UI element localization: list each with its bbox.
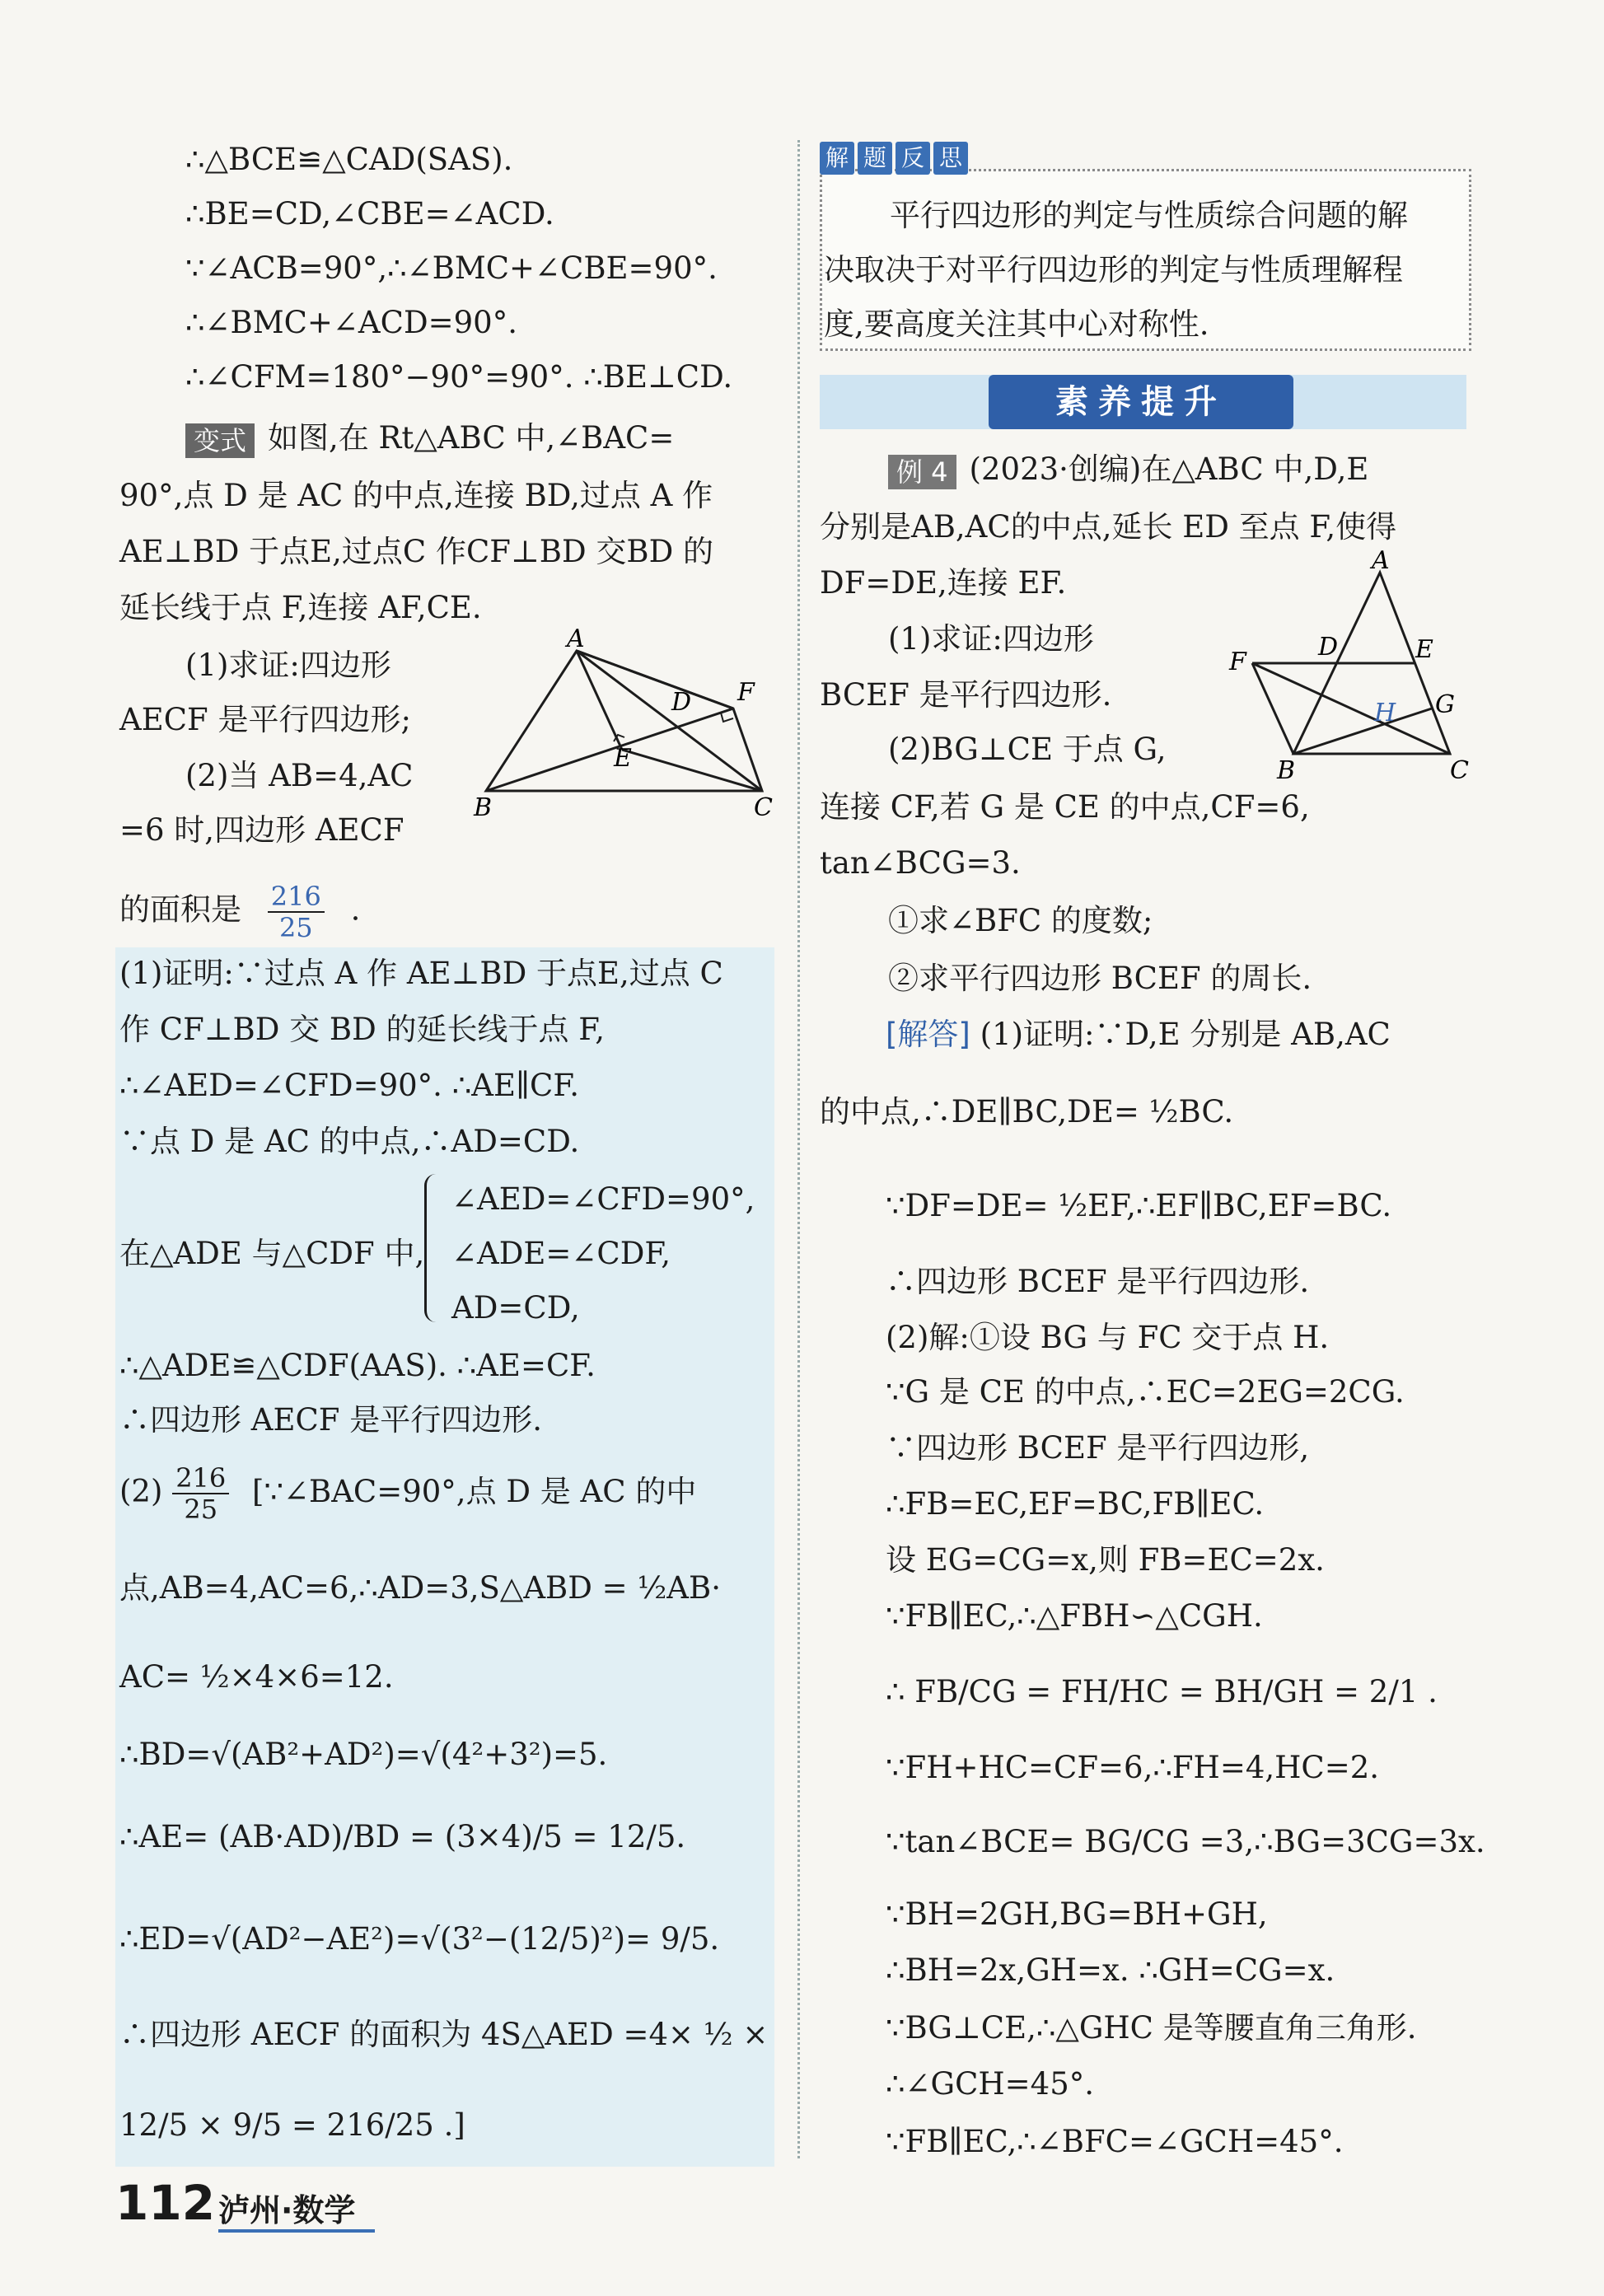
reflect-tag-3: 反 — [896, 142, 930, 175]
area-suffix: . — [350, 891, 361, 928]
left-solution2-line-1: ∴△ADE≌△CDF(AAS). ∴AE=CF. — [119, 1348, 596, 1383]
left-q1-line-2: AECF 是平行四边形; — [119, 702, 411, 737]
area-answer — [119, 881, 360, 942]
page-number: 112 — [115, 2175, 216, 2231]
area-fraction — [268, 881, 325, 942]
rfig-label-f: F — [1229, 648, 1246, 676]
rfig-label-c: C — [1450, 756, 1469, 779]
variant-line-2: 90°,点 D 是 AC 的中点,连接 BD,过点 A 作 — [119, 478, 713, 513]
answer-line-18: ∵FB∥EC,∴∠BFC=∠GCH=45°. — [886, 2124, 1344, 2159]
proof-line-4: ∴∠BMC+∠ACD=90°. — [185, 305, 517, 340]
reflect-line-1: 平行四边形的判定与性质综合问题的解 — [890, 198, 1408, 233]
left-solution-line-2: 作 CF⊥BD 交 BD 的延长线于点 F, — [119, 1012, 605, 1047]
answer-line-10: ∵FB∥EC,∴△FBH∽△CGH. — [886, 1598, 1263, 1634]
part2-head: (2) — [119, 1473, 163, 1509]
section-banner: 素养提升 — [989, 375, 1293, 429]
answer-line-2: 的中点,∴DE∥BC,DE= ½BC. — [820, 1094, 1234, 1129]
answer-text-1: (1)证明:∵D,E 分别是 AB,AC — [980, 1017, 1391, 1052]
left-q2-line-1: (2)当 AB=4,AC — [185, 758, 414, 793]
page-subtitle-underline — [218, 2229, 375, 2233]
part2-line — [119, 1463, 696, 1524]
left-figure — [470, 626, 783, 824]
answer-tag: [解答] — [886, 1017, 970, 1052]
area-denominator: 25 — [278, 912, 313, 943]
part2-text: [∵∠BAC=90°,点 D 是 AC 的中 — [252, 1473, 697, 1509]
right-q2-line-3: tan∠BCG=3. — [820, 845, 1021, 881]
fig-label-d: D — [671, 688, 692, 717]
proof-line-3: ∵∠ACB=90°,∴∠BMC+∠CBE=90°. — [185, 250, 718, 286]
column-divider — [797, 140, 800, 2158]
proof-line-5: ∴∠CFM=180°−90°=90°. ∴BE⊥CD. — [185, 359, 733, 395]
answer-line-3: ∵DF=DE= ½EF,∴EF∥BC,EF=BC. — [886, 1188, 1392, 1223]
calc-line-3: ∴BD=√(AB²+AD²)=√(4²+3²)=5. — [119, 1737, 608, 1772]
fig-label-b: B — [474, 793, 493, 822]
proof-line-2: ∴BE=CD,∠CBE=∠ACD. — [185, 196, 554, 231]
reflect-tag-1: 解 — [820, 142, 854, 175]
calc-line-7: 12/5 × 9/5 = 216/25 .] — [119, 2107, 465, 2143]
part2-fraction — [172, 1463, 229, 1524]
answer-line-12: ∵FH+HC=CF=6,∴FH=4,HC=2. — [886, 1750, 1380, 1785]
example-tag: 例 4 — [888, 455, 956, 489]
right-q1-line-1: (1)求证:四边形 — [888, 621, 1094, 657]
area-numerator: 216 — [268, 881, 325, 913]
answer-line-15: ∴BH=2x,GH=x. ∴GH=CG=x. — [886, 1952, 1335, 1988]
left-solution-line-1: (1)证明:∵过点 A 作 AE⊥BD 于点E,过点 C — [119, 956, 723, 991]
right-q2-line-2: 连接 CF,若 G 是 CE 的中点,CF=6, — [820, 789, 1310, 825]
rfig-label-b: B — [1277, 756, 1296, 779]
fig-label-a: A — [567, 626, 585, 653]
answer-line-7: ∵四边形 BCEF 是平行四边形, — [886, 1430, 1310, 1466]
area-prefix: 的面积是 — [119, 891, 241, 928]
calc-line-4: ∴AE= (AB·AD)/BD = (3×4)/5 = 12/5. — [119, 1819, 686, 1854]
example-line-3: DF=DE,连接 EF. — [820, 565, 1067, 601]
fig-label-e: E — [614, 744, 632, 773]
right-q1-line-2: BCEF 是平行四边形. — [820, 677, 1112, 713]
example-line-2: 分别是AB,AC的中点,延长 ED 至点 F,使得 — [820, 509, 1397, 545]
system-prefix: 在△ADE 与△CDF 中, — [119, 1236, 425, 1271]
left-q2-line-2: =6 时,四边形 AECF — [119, 812, 405, 848]
example-line-1 — [888, 450, 1368, 489]
right-q2-line-1: (2)BG⊥CE 于点 G, — [888, 732, 1167, 767]
answer-line-17: ∴∠GCH=45°. — [886, 2066, 1095, 2102]
rfig-label-a: A — [1372, 548, 1390, 575]
answer-line-13: ∵tan∠BCE= BG/CG =3,∴BG=3CG=3x. — [886, 1824, 1485, 1859]
calc-line-5: ∴ED=√(AD²−AE²)=√(3²−(12/5)²)= 9/5. — [119, 1921, 720, 1957]
answer-line-14: ∵BH=2GH,BG=BH+GH, — [886, 1896, 1268, 1932]
variant-line-4: 延长线于点 F,连接 AF,CE. — [119, 590, 482, 625]
variant-line-3: AE⊥BD 于点E,过点C 作CF⊥BD 交BD 的 — [119, 534, 713, 569]
system-line-2: ∠ADE=∠CDF, — [451, 1236, 671, 1271]
calc-line-6: ∴四边形 AECF 的面积为 4S△AED =4× ½ × — [119, 2017, 769, 2052]
rfig-label-h: H — [1374, 699, 1396, 727]
fig-label-c: C — [754, 793, 773, 822]
rfig-label-d: D — [1318, 633, 1339, 662]
system-brace — [424, 1174, 443, 1322]
left-q1-line-1: (1)求证:四边形 — [185, 648, 391, 683]
answer-line-8: ∴FB=EC,EF=BC,FB∥EC. — [886, 1486, 1265, 1522]
answer-line-6: ∵G 是 CE 的中点,∴EC=2EG=2CG. — [886, 1374, 1405, 1410]
answer-line-16: ∵BG⊥CE,∴△GHC 是等腰直角三角形. — [886, 2010, 1417, 2046]
page-subtitle: 泸州·数学 — [218, 2192, 356, 2228]
rfig-label-e: E — [1415, 635, 1433, 664]
answer-line-11: ∴ FB/CG = FH/HC = BH/GH = 2/1 . — [886, 1674, 1438, 1709]
reflect-line-2: 决取决于对平行四边形的判定与性质理解程 — [824, 252, 1403, 288]
variant-tag: 变式 — [185, 423, 255, 458]
left-solution-line-3: ∴∠AED=∠CFD=90°. ∴AE∥CF. — [119, 1068, 580, 1103]
proof-line-1: ∴△BCE≌△CAD(SAS). — [185, 142, 513, 177]
reflect-line-3: 度,要高度关注其中心对称性. — [824, 306, 1209, 342]
part2-den: 25 — [184, 1494, 218, 1525]
fig-label-f: F — [737, 678, 755, 707]
left-solution2-line-2: ∴四边形 AECF 是平行四边形. — [119, 1402, 542, 1438]
answer-line-5: (2)解:①设 BG 与 FC 交于点 H. — [886, 1320, 1330, 1355]
reflect-tag-4: 思 — [933, 142, 968, 175]
system-line-3: AD=CD, — [451, 1290, 580, 1326]
answer-line-4: ∴四边形 BCEF 是平行四边形. — [886, 1264, 1310, 1299]
system-line-1: ∠AED=∠CFD=90°, — [451, 1181, 755, 1217]
answer-line-1 — [886, 1015, 1391, 1054]
left-solution-line-4: ∵点 D 是 AC 的中点,∴AD=CD. — [119, 1124, 580, 1159]
answer-line-9: 设 EG=CG=x,则 FB=EC=2x. — [886, 1542, 1325, 1578]
reflection-tag — [820, 142, 968, 175]
calc-line-1: 点,AB=4,AC=6,∴AD=3,S△ABD = ½AB· — [119, 1570, 721, 1606]
variant-line-1 — [185, 419, 674, 458]
calc-line-2: AC= ½×4×6=12. — [119, 1659, 394, 1695]
right-q2-line-4: ①求∠BFC 的度数; — [888, 903, 1153, 938]
rfig-label-g: G — [1435, 690, 1455, 719]
example-text-1: (2023·创编)在△ABC 中,D,E — [969, 451, 1369, 487]
right-figure — [1228, 548, 1475, 779]
variant-text-1: 如图,在 Rt△ABC 中,∠BAC= — [268, 420, 675, 456]
reflect-tag-2: 题 — [858, 142, 892, 175]
right-q2-line-5: ②求平行四边形 BCEF 的周长. — [888, 961, 1312, 996]
part2-num: 216 — [172, 1463, 229, 1494]
